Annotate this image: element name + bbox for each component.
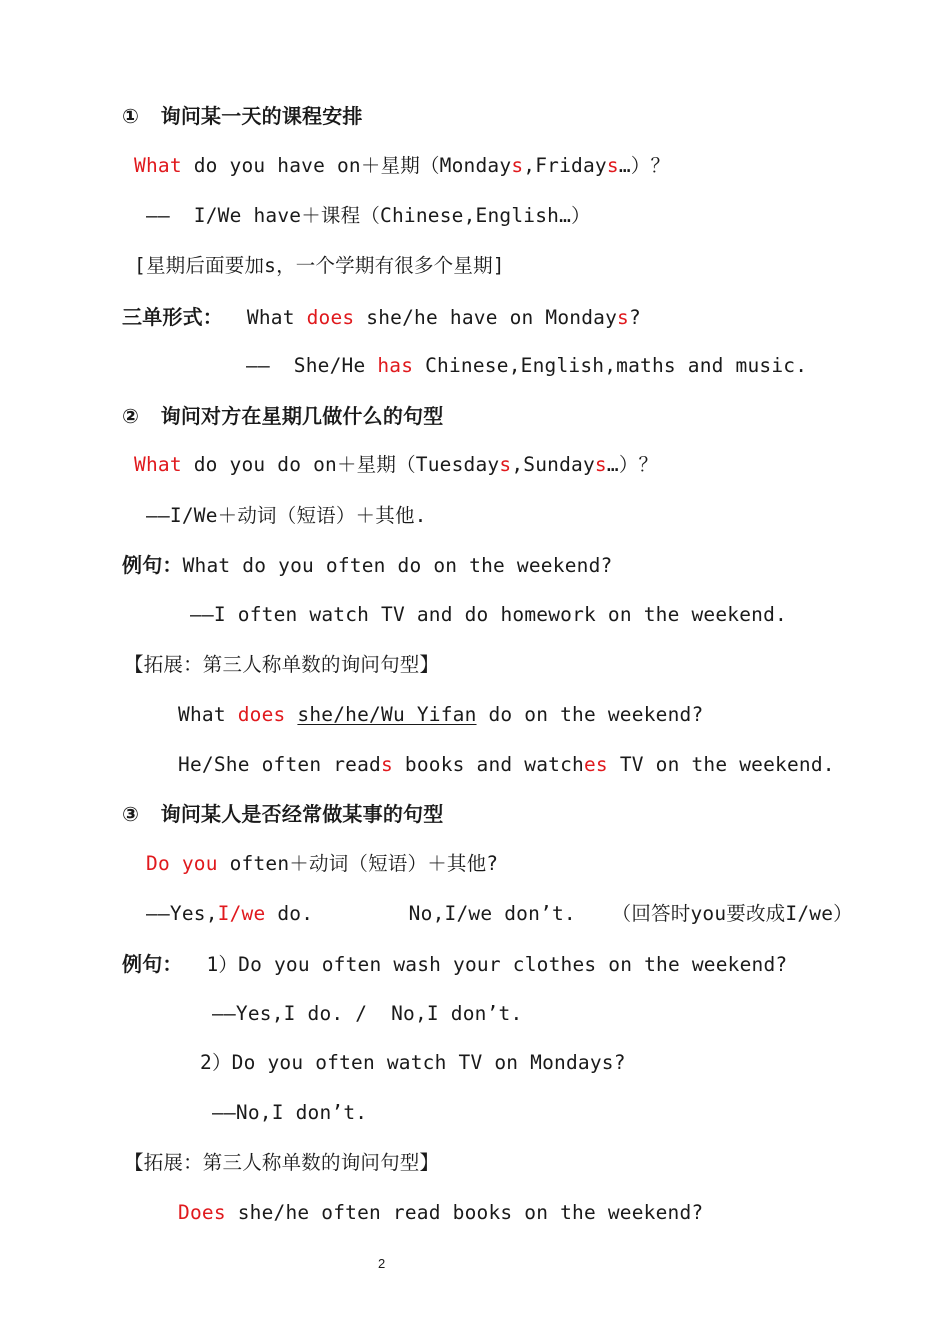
s2-ext-question: What does she/he/Wu Yifan do on the weekend? xyxy=(178,703,704,726)
s1-third-answer: —— She/He has Chinese,English,maths and music. xyxy=(246,354,808,377)
s3-extension: 【拓展：第三人称单数的询问句型】 xyxy=(124,1151,440,1174)
what-keyword: What xyxy=(134,154,182,177)
example-label: 例句： xyxy=(122,553,183,577)
s3-example-2: 2）Do you often watch TV on Mondays? xyxy=(200,1051,626,1074)
s1-answer: —— I/We have＋课程（Chinese,English…） xyxy=(146,204,591,227)
page-number: 2 xyxy=(378,1256,386,1271)
section-3-title: ③ 询问某人是否经常做某事的句型 xyxy=(122,802,444,826)
s2-example: 例句：What do you often do on the weekend? xyxy=(122,553,613,577)
s1-note: [星期后面要加s，一个学期有很多个星期] xyxy=(134,254,505,277)
s3-example-1: 例句： 1）Do you often wash your clothes on the weekend? xyxy=(122,952,788,976)
section-1-title: ① 询问某一天的课程安排 xyxy=(122,104,363,128)
underlined-subject: she/he/Wu Yifan xyxy=(297,703,477,726)
example-label: 例句： xyxy=(122,952,183,976)
s2-ext-answer: He/She often reads books and watches TV on the weekend. xyxy=(178,753,835,776)
s3-question: Do you often＋动词（短语）＋其他? xyxy=(146,852,499,875)
s3-answer: ——Yes,I/we do. No,I/we don’t. （回答时you要改成I/we） xyxy=(146,902,853,925)
s2-answer: ——I/We＋动词（短语）＋其他. xyxy=(146,504,427,527)
s1-third-person: 三单形式： What does she/he have on Mondays? xyxy=(122,305,641,329)
s2-question: What do you do on＋星期（Tuesdays,Sundays…）？ xyxy=(134,453,659,476)
s3-ext-question: Does she/he often read books on the weekend? xyxy=(178,1201,704,1224)
third-person-label: 三单形式： xyxy=(122,305,223,329)
s1-question: What do you have on＋星期（Mondays,Fridays…）？ xyxy=(134,154,671,177)
s3-example-2-answer: ——No,I don’t. xyxy=(212,1101,368,1124)
s2-example-answer: ——I often watch TV and do homework on the weekend. xyxy=(190,603,787,626)
s3-example-1-answer: ——Yes,I do. / No,I don’t. xyxy=(212,1002,523,1025)
s2-extension: 【拓展：第三人称单数的询问句型】 xyxy=(124,653,440,676)
section-2-title: ② 询问对方在星期几做什么的句型 xyxy=(122,404,444,428)
